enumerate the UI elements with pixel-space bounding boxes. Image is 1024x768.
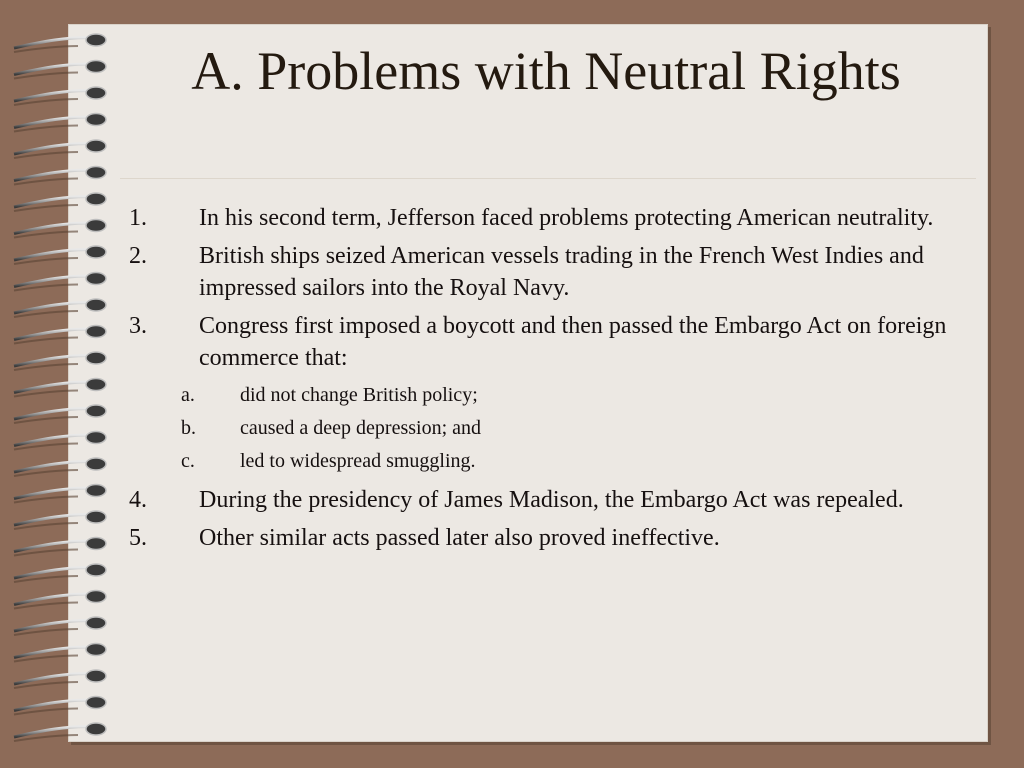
list-number: 4. <box>129 487 147 513</box>
sub-letter: a. <box>181 384 195 406</box>
list-text: Congress first imposed a boycott and then passed the Embargo Act on foreign commerce that: <box>199 313 947 371</box>
list-item-2 <box>129 240 969 304</box>
slide-title: A. Problems with Neutral Rights <box>191 41 901 101</box>
list-text: Other similar acts passed later also proved ineffective. <box>199 525 720 551</box>
sub-item-c <box>181 448 969 474</box>
list-item-5 <box>129 522 969 554</box>
sub-text: led to widespread smuggling. <box>240 450 476 472</box>
list-number: 2. <box>129 243 147 269</box>
sub-text: caused a deep depression; and <box>240 417 482 439</box>
list-item-3 <box>129 310 969 374</box>
list-number: 5. <box>129 525 147 551</box>
sub-letter: c. <box>181 450 195 472</box>
title-divider <box>120 178 976 179</box>
list-text: During the presidency of James Madison, the Embargo Act was repealed. <box>199 487 904 513</box>
list-item-4 <box>129 484 969 516</box>
sub-text: did not change British policy; <box>240 384 478 406</box>
list-number: 1. <box>129 205 147 231</box>
slide-content <box>129 202 969 560</box>
list-text: British ships seized American vessels trading in the French West Indies and impressed sailors into the Royal Navy. <box>199 243 924 301</box>
sub-item-a <box>181 382 969 408</box>
sub-letter: b. <box>181 417 196 439</box>
sub-item-b <box>181 415 969 441</box>
list-number: 3. <box>129 313 147 339</box>
list-text: In his second term, Jefferson faced problems protecting American neutrality. <box>199 205 934 231</box>
list-item-1 <box>129 202 969 234</box>
